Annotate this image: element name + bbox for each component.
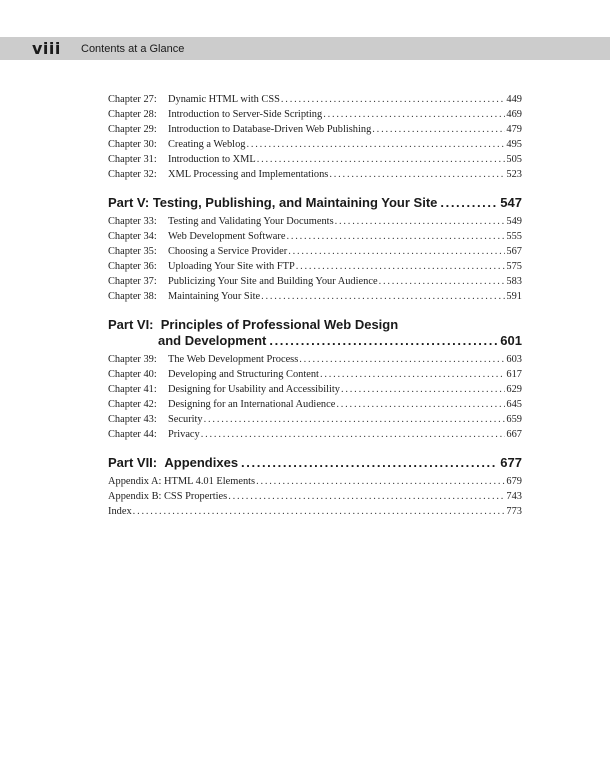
toc-entry — [108, 504, 522, 519]
chapter-title: Designing for an International Audience — [168, 399, 336, 410]
chapter-title: Designing for Usability and Accessibility — [168, 384, 340, 395]
chapter-title: Maintaining Your Site — [168, 291, 261, 302]
page-number: viii — [32, 39, 61, 58]
toc-entry — [108, 427, 522, 442]
page-ref: 575 — [506, 261, 522, 272]
dot-leader — [261, 289, 505, 304]
page-ref: 601 — [500, 333, 522, 348]
page-ref: 479 — [506, 124, 522, 135]
toc-entry — [108, 122, 522, 137]
page-ref: 679 — [506, 476, 522, 487]
appendix-title: Appendix B: CSS Properties — [108, 491, 228, 502]
toc-section — [108, 195, 522, 304]
chapter-label: Chapter 27: — [108, 94, 157, 105]
chapter-label: Chapter 41: — [108, 384, 157, 395]
toc-entry — [108, 259, 522, 274]
chapter-label: Chapter 31: — [108, 154, 157, 165]
chapter-title: Dynamic HTML with CSS — [168, 94, 280, 105]
part-label: Part V: — [108, 195, 150, 210]
chapter-label: Chapter 30: — [108, 139, 157, 150]
page-ref: 667 — [506, 429, 522, 440]
toc-entry — [108, 107, 522, 122]
chapter-label: Chapter 39: — [108, 354, 157, 365]
part-heading — [108, 195, 522, 211]
page-ref: 555 — [506, 231, 522, 242]
part-title-continued: and Development — [158, 333, 267, 348]
page-ref: 645 — [506, 399, 522, 410]
dot-leader — [201, 427, 506, 442]
toc-entry — [108, 152, 522, 167]
page-ref: 549 — [506, 216, 522, 227]
dot-leader — [241, 455, 497, 471]
page-ref: 505 — [506, 154, 522, 165]
dot-leader — [323, 107, 505, 122]
page-ref: 583 — [506, 276, 522, 287]
dot-leader — [257, 152, 506, 167]
table-of-contents — [108, 92, 522, 519]
dot-leader — [372, 122, 505, 137]
toc-entry — [108, 367, 522, 382]
chapter-title: XML Processing and Implementations — [168, 169, 329, 180]
chapter-label: Chapter 35: — [108, 246, 157, 257]
chapter-label: Chapter 34: — [108, 231, 157, 242]
page-ref: 617 — [506, 369, 522, 380]
page-ref: 629 — [506, 384, 522, 395]
page-ref: 591 — [506, 291, 522, 302]
part-title: Appendixes — [164, 455, 239, 470]
dot-leader — [256, 474, 505, 489]
page-ref: 523 — [506, 169, 522, 180]
page-ref: 659 — [506, 414, 522, 425]
chapter-title: Uploading Your Site with FTP — [168, 261, 295, 272]
chapter-title: Choosing a Service Provider — [168, 246, 288, 257]
toc-entry — [108, 474, 522, 489]
chapter-title: Web Development Software — [168, 231, 286, 242]
toc-entry — [108, 274, 522, 289]
chapter-label: Chapter 38: — [108, 291, 157, 302]
page-ref: 449 — [506, 94, 522, 105]
chapter-label: Chapter 28: — [108, 109, 157, 120]
dot-leader — [281, 92, 506, 107]
part-title: Testing, Publishing, and Maintaining Your Site — [152, 195, 438, 210]
dot-leader — [299, 352, 505, 367]
chapter-title: Publicizing Your Site and Building Your Audience — [168, 276, 378, 287]
chapter-label: Chapter 44: — [108, 429, 157, 440]
chapter-label: Chapter 32: — [108, 169, 157, 180]
chapter-label: Chapter 29: — [108, 124, 157, 135]
chapter-label: Chapter 37: — [108, 276, 157, 287]
dot-leader — [133, 504, 506, 519]
dot-leader — [341, 382, 505, 397]
chapter-label: Chapter 36: — [108, 261, 157, 272]
chapter-title: The Web Development Process — [168, 354, 299, 365]
chapter-title: Creating a Weblog — [168, 139, 246, 150]
dot-leader — [320, 367, 505, 382]
chapter-label: Chapter 33: — [108, 216, 157, 227]
dot-leader — [204, 412, 506, 427]
chapter-title: Testing and Validating Your Documents — [168, 216, 334, 227]
part-label: Part VII: — [108, 455, 158, 470]
toc-entry — [108, 412, 522, 427]
part-heading — [108, 455, 522, 471]
chapter-title: Introduction to Server-Side Scripting — [168, 109, 323, 120]
toc-entry — [108, 229, 522, 244]
dot-leader — [329, 167, 505, 182]
page-ref: 773 — [506, 506, 522, 517]
page-ref: 495 — [506, 139, 522, 150]
dot-leader — [269, 333, 497, 349]
chapter-label: Chapter 40: — [108, 369, 157, 380]
page-ref: 567 — [506, 246, 522, 257]
chapter-title: Security — [168, 414, 203, 425]
toc-section — [108, 317, 522, 442]
toc-entry — [108, 137, 522, 152]
page-ref: 677 — [500, 455, 522, 470]
dot-leader — [228, 489, 505, 504]
toc-entry — [108, 289, 522, 304]
dot-leader — [288, 244, 505, 259]
toc-entry — [108, 167, 522, 182]
toc-entry — [108, 244, 522, 259]
dot-leader — [440, 195, 497, 211]
chapter-title: Introduction to XML — [168, 154, 256, 165]
toc-entry — [108, 489, 522, 504]
toc-section — [108, 92, 522, 182]
dot-leader — [286, 229, 505, 244]
toc-entry — [108, 397, 522, 412]
dot-leader — [335, 214, 506, 229]
dot-leader — [379, 274, 506, 289]
part-title: Principles of Professional Web Design — [160, 317, 399, 332]
chapter-label: Chapter 43: — [108, 414, 157, 425]
toc-entry — [108, 382, 522, 397]
index-title: Index — [108, 506, 132, 517]
page-ref: 547 — [500, 195, 522, 210]
dot-leader — [296, 259, 506, 274]
part-heading — [108, 317, 522, 349]
toc-entry — [108, 92, 522, 107]
page-ref: 743 — [506, 491, 522, 502]
chapter-title: Privacy — [168, 429, 200, 440]
chapter-title: Developing and Structuring Content — [168, 369, 319, 380]
page-ref: 603 — [506, 354, 522, 365]
running-title: Contents at a Glance — [81, 43, 185, 55]
toc-entry — [108, 214, 522, 229]
page-ref: 469 — [506, 109, 522, 120]
dot-leader — [336, 397, 505, 412]
chapter-label: Chapter 42: — [108, 399, 157, 410]
chapter-title: Introduction to Database-Driven Web Publishing — [168, 124, 372, 135]
dot-leader — [246, 137, 505, 152]
toc-section — [108, 455, 522, 519]
appendix-title: Appendix A: HTML 4.01 Elements — [108, 476, 256, 487]
part-label: Part VI: — [108, 317, 154, 332]
toc-entry — [108, 352, 522, 367]
